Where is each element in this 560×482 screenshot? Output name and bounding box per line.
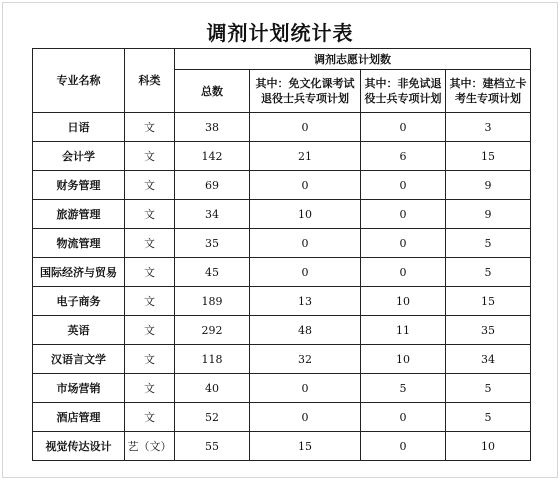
cell-poverty-card: 9 bbox=[446, 171, 531, 200]
cell-poverty-card: 34 bbox=[446, 345, 531, 374]
cell-exempt-retired: 0 bbox=[250, 403, 361, 432]
header-poverty-card: 其中：建档立卡考生专项计划 bbox=[446, 70, 531, 113]
cell-category: 文 bbox=[125, 374, 175, 403]
table-row bbox=[33, 258, 531, 287]
cell-non-exempt-retired: 0 bbox=[361, 200, 446, 229]
cell-non-exempt-retired: 0 bbox=[361, 258, 446, 287]
cell-major: 英语 bbox=[33, 316, 125, 345]
cell-total: 142 bbox=[175, 142, 250, 171]
cell-category: 文 bbox=[125, 229, 175, 258]
header-category: 科类 bbox=[125, 49, 175, 113]
table-row bbox=[33, 432, 531, 461]
cell-poverty-card: 5 bbox=[446, 258, 531, 287]
cell-poverty-card: 35 bbox=[446, 316, 531, 345]
cell-poverty-card: 3 bbox=[446, 113, 531, 142]
cell-category: 文 bbox=[125, 142, 175, 171]
cell-exempt-retired: 10 bbox=[250, 200, 361, 229]
table-row bbox=[33, 345, 531, 374]
table-row bbox=[33, 374, 531, 403]
cell-non-exempt-retired: 0 bbox=[361, 403, 446, 432]
cell-major: 电子商务 bbox=[33, 287, 125, 316]
cell-exempt-retired: 48 bbox=[250, 316, 361, 345]
cell-major: 财务管理 bbox=[33, 171, 125, 200]
table-row bbox=[33, 200, 531, 229]
cell-category: 文 bbox=[125, 200, 175, 229]
cell-exempt-retired: 0 bbox=[250, 171, 361, 200]
cell-non-exempt-retired: 0 bbox=[361, 229, 446, 258]
cell-major: 视觉传达设计 bbox=[33, 432, 125, 461]
cell-poverty-card: 15 bbox=[446, 142, 531, 171]
cell-category: 艺（文） bbox=[125, 432, 175, 461]
cell-major: 物流管理 bbox=[33, 229, 125, 258]
table-row bbox=[33, 316, 531, 345]
cell-category: 文 bbox=[125, 258, 175, 287]
cell-total: 35 bbox=[175, 229, 250, 258]
cell-category: 文 bbox=[125, 316, 175, 345]
cell-non-exempt-retired: 0 bbox=[361, 113, 446, 142]
cell-category: 文 bbox=[125, 403, 175, 432]
cell-total: 34 bbox=[175, 200, 250, 229]
cell-non-exempt-retired: 0 bbox=[361, 432, 446, 461]
document-page bbox=[2, 2, 558, 478]
table-header bbox=[33, 49, 531, 113]
cell-non-exempt-retired: 11 bbox=[361, 316, 446, 345]
header-exempt-retired: 其中：免文化课考试退役士兵专项计划 bbox=[250, 70, 361, 113]
table-row bbox=[33, 287, 531, 316]
header-total: 总数 bbox=[175, 70, 250, 113]
header-plan-group: 调剂志愿计划数 bbox=[175, 49, 531, 70]
cell-total: 292 bbox=[175, 316, 250, 345]
cell-category: 文 bbox=[125, 345, 175, 374]
header-non-exempt-retired: 其中：非免试退役士兵专项计划 bbox=[361, 70, 446, 113]
cell-major: 旅游管理 bbox=[33, 200, 125, 229]
cell-non-exempt-retired: 10 bbox=[361, 345, 446, 374]
cell-total: 118 bbox=[175, 345, 250, 374]
cell-non-exempt-retired: 0 bbox=[361, 171, 446, 200]
cell-exempt-retired: 0 bbox=[250, 258, 361, 287]
cell-poverty-card: 9 bbox=[446, 200, 531, 229]
cell-non-exempt-retired: 5 bbox=[361, 374, 446, 403]
cell-total: 52 bbox=[175, 403, 250, 432]
cell-poverty-card: 5 bbox=[446, 403, 531, 432]
cell-major: 日语 bbox=[33, 113, 125, 142]
cell-category: 文 bbox=[125, 113, 175, 142]
cell-total: 189 bbox=[175, 287, 250, 316]
cell-exempt-retired: 0 bbox=[250, 229, 361, 258]
table-row bbox=[33, 171, 531, 200]
cell-category: 文 bbox=[125, 171, 175, 200]
table-row bbox=[33, 113, 531, 142]
cell-total: 40 bbox=[175, 374, 250, 403]
cell-non-exempt-retired: 6 bbox=[361, 142, 446, 171]
page-title: 调剂计划统计表 bbox=[206, 21, 354, 45]
cell-exempt-retired: 13 bbox=[250, 287, 361, 316]
cell-poverty-card: 5 bbox=[446, 229, 531, 258]
cell-total: 38 bbox=[175, 113, 250, 142]
table-body bbox=[33, 113, 531, 461]
cell-exempt-retired: 0 bbox=[250, 113, 361, 142]
cell-poverty-card: 15 bbox=[446, 287, 531, 316]
cell-exempt-retired: 21 bbox=[250, 142, 361, 171]
header-major: 专业名称 bbox=[33, 49, 125, 113]
cell-total: 69 bbox=[175, 171, 250, 200]
cell-major: 酒店管理 bbox=[33, 403, 125, 432]
cell-major: 会计学 bbox=[33, 142, 125, 171]
table-row bbox=[33, 229, 531, 258]
cell-exempt-retired: 0 bbox=[250, 374, 361, 403]
table-row bbox=[33, 142, 531, 171]
cell-exempt-retired: 15 bbox=[250, 432, 361, 461]
cell-major: 国际经济与贸易 bbox=[33, 258, 125, 287]
cell-non-exempt-retired: 10 bbox=[361, 287, 446, 316]
table-row bbox=[33, 403, 531, 432]
cell-poverty-card: 10 bbox=[446, 432, 531, 461]
cell-poverty-card: 5 bbox=[446, 374, 531, 403]
cell-total: 55 bbox=[175, 432, 250, 461]
plan-table bbox=[32, 48, 531, 461]
cell-exempt-retired: 32 bbox=[250, 345, 361, 374]
cell-total: 45 bbox=[175, 258, 250, 287]
cell-category: 文 bbox=[125, 287, 175, 316]
cell-major: 汉语言文学 bbox=[33, 345, 125, 374]
cell-major: 市场营销 bbox=[33, 374, 125, 403]
